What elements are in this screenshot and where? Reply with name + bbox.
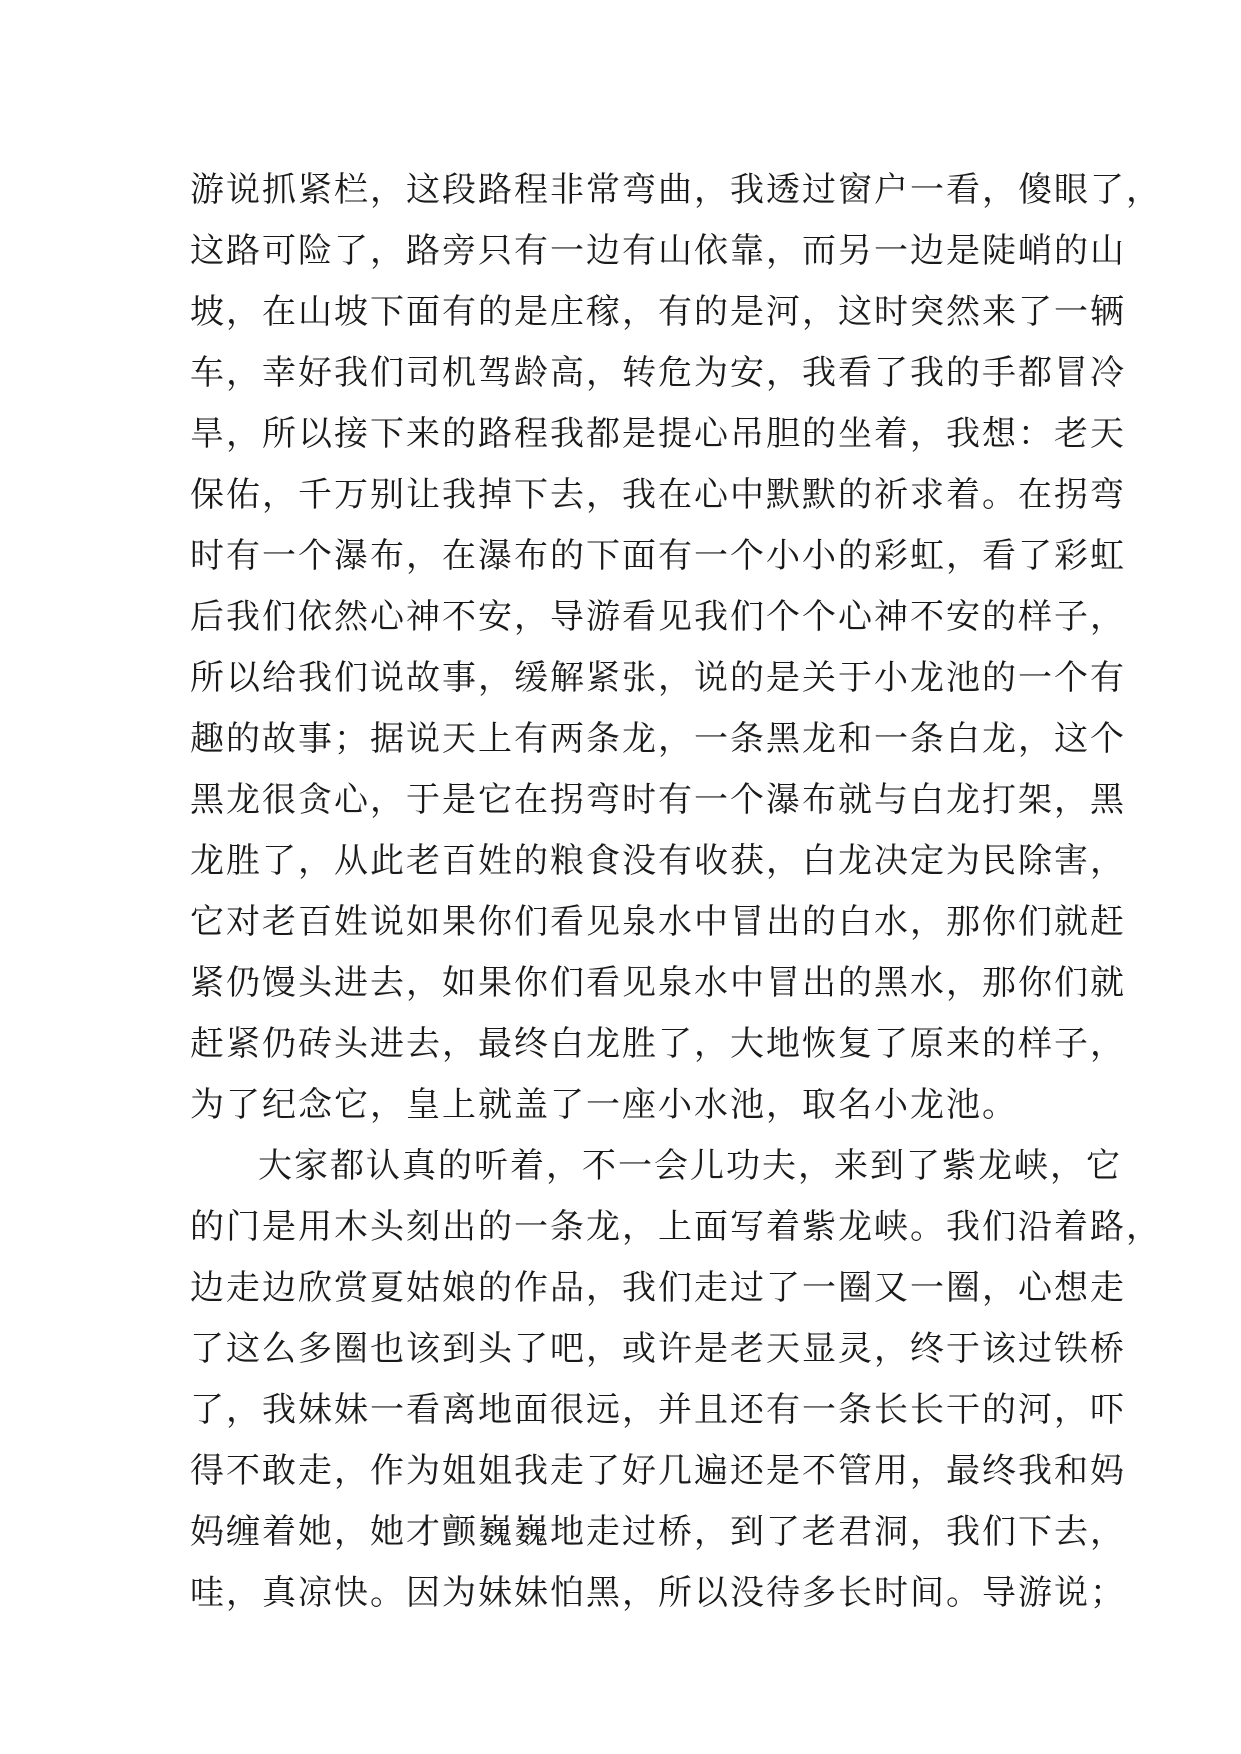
text-line: 坡，在山坡下面有的是庄稼，有的是河，这时突然来了一辆 [190, 292, 1126, 332]
text-line: 游说抓紧栏，这段路程非常弯曲，我透过窗户一看，傻眼了， [190, 170, 1162, 210]
text-line: 哇，真凉快。因为妹妹怕黑，所以没待多长时间。导游说； [190, 1573, 1126, 1613]
paragraph-start-line: 大家都认真的听着，不一会儿功夫，来到了紫龙峡，它 [258, 1146, 1122, 1186]
text-line: 保佑，千万别让我掉下去，我在心中默默的祈求着。在拐弯 [190, 475, 1126, 515]
text-line: 趣的故事；据说天上有两条龙，一条黑龙和一条白龙，这个 [190, 719, 1126, 759]
text-line: 所以给我们说故事，缓解紧张，说的是关于小龙池的一个有 [190, 658, 1126, 698]
text-line: 得不敢走，作为姐姐我走了好几遍还是不管用，最终我和妈 [190, 1451, 1126, 1491]
text-line: 龙胜了，从此老百姓的粮食没有收获，白龙决定为民除害， [190, 841, 1126, 881]
text-line: 它对老百姓说如果你们看见泉水中冒出的白水，那你们就赶 [190, 902, 1126, 942]
text-line: 后我们依然心神不安，导游看见我们个个心神不安的样子， [190, 597, 1126, 637]
text-line: 了，我妹妹一看离地面很远，并且还有一条长长干的河，吓 [190, 1390, 1126, 1430]
text-line: 车，幸好我们司机驾龄高，转危为安，我看了我的手都冒冷 [190, 353, 1126, 393]
text-line: 旱，所以接下来的路程我都是提心吊胆的坐着，我想：老天 [190, 414, 1126, 454]
body-text [190, 160, 1162, 1624]
text-line: 边走边欣赏夏姑娘的作品，我们走过了一圈又一圈，心想走 [190, 1268, 1126, 1308]
text-line: 时有一个瀑布，在瀑布的下面有一个小小的彩虹，看了彩虹 [190, 536, 1126, 576]
text-line: 了这么多圈也该到头了吧，或许是老天显灵，终于该过铁桥 [190, 1329, 1126, 1369]
paragraph-end-line: 为了纪念它，皇上就盖了一座小水池，取名小龙池。 [190, 1085, 1018, 1125]
text-line: 紧仍馒头进去，如果你们看见泉水中冒出的黑水，那你们就 [190, 963, 1126, 1003]
text-line: 赶紧仍砖头进去，最终白龙胜了，大地恢复了原来的样子， [190, 1024, 1126, 1064]
text-line: 这路可险了，路旁只有一边有山依靠，而另一边是陡峭的山 [190, 231, 1126, 271]
text-line: 黑龙很贪心，于是它在拐弯时有一个瀑布就与白龙打架，黑 [190, 780, 1126, 820]
text-line: 妈缠着她，她才颤巍巍地走过桥，到了老君洞，我们下去， [190, 1512, 1126, 1552]
text-line: 的门是用木头刻出的一条龙，上面写着紫龙峡。我们沿着路， [190, 1207, 1162, 1247]
